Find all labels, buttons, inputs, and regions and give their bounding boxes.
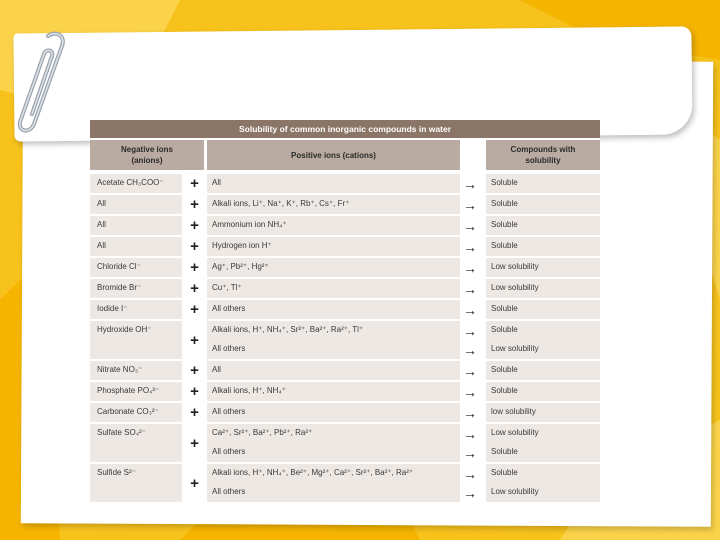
- solubility-cell: [486, 300, 600, 319]
- solubility-cell: [486, 361, 600, 380]
- solubility-cell: [486, 237, 600, 256]
- solubility-text: Soluble: [491, 220, 518, 229]
- anion-cell: Sulfate SO₄²⁻: [90, 424, 182, 462]
- anion-cell: All: [90, 216, 182, 235]
- header-positive-ions: Positive ions (cations): [207, 140, 460, 170]
- solubility-text: Soluble: [491, 468, 518, 477]
- solubility-cell: [486, 382, 600, 401]
- solubility-table: [90, 120, 600, 502]
- arrow-icon: →: [463, 485, 477, 501]
- arrow-cell: [460, 321, 486, 359]
- arrow-icon: →: [463, 323, 477, 339]
- arrow-cell: [460, 279, 486, 298]
- solubility-text: Low solubility: [491, 262, 539, 271]
- anion-cell: Carbonate CO₃²⁻: [90, 403, 182, 422]
- cation-text: All: [212, 178, 221, 187]
- cation-cell: [207, 464, 460, 502]
- table-row: [90, 193, 600, 214]
- table-title: Solubility of common inorganic compounds in water: [90, 120, 600, 138]
- cation-text: All others: [212, 407, 246, 416]
- arrow-icon: →: [463, 176, 477, 192]
- anion-cell: Phosphate PO₄³⁻: [90, 382, 182, 401]
- arrow-icon: →: [463, 239, 477, 255]
- solubility-text: Soluble: [491, 178, 518, 187]
- solubility-text: Soluble: [491, 447, 518, 456]
- cation-text: Alkali ions, H⁺, NH₄⁺, Be²⁺, Mg²⁺, Ca²⁺, Sr²⁺, Ba²⁺, Ra²⁺: [212, 468, 414, 477]
- cation-text: Alkali ions, Li⁺, Na⁺, K⁺, Rb⁺, Cs⁺, Fr⁺: [212, 199, 350, 208]
- solubility-cell: [486, 216, 600, 235]
- table-row: [90, 256, 600, 277]
- table-body: [90, 172, 600, 502]
- plus-sign: +: [190, 196, 199, 213]
- solubility-text: Soluble: [491, 241, 518, 250]
- cation-cell: [207, 279, 460, 298]
- solubility-cell: [486, 279, 600, 298]
- plus-sign: +: [190, 434, 199, 452]
- arrow-cell: [460, 258, 486, 277]
- cation-text: Alkali ions, H⁺, NH₄⁺, Sr²⁺, Ba²⁺, Ra²⁺, Tl⁺: [212, 325, 364, 334]
- plus-sign: +: [190, 280, 199, 297]
- header-compounds-solubility: Compounds with solubility: [486, 140, 600, 170]
- table-row: [90, 380, 600, 401]
- anion-cell: Chloride Cl⁻: [90, 258, 182, 277]
- arrow-cell: [460, 382, 486, 401]
- solubility-text: Soluble: [491, 325, 518, 334]
- anion-cell: Bromide Br⁻: [90, 279, 182, 298]
- cation-cell: [207, 237, 460, 256]
- solubility-cell: [486, 403, 600, 422]
- solubility-cell: [486, 424, 600, 462]
- table-row: [90, 401, 600, 422]
- cation-cell: [207, 361, 460, 380]
- solubility-cell: [486, 174, 600, 193]
- plus-sign: +: [190, 217, 199, 234]
- cation-text: Ammonium ion NH₄⁺: [212, 220, 287, 229]
- table-row: [90, 319, 600, 359]
- cation-cell: [207, 403, 460, 422]
- solubility-text: Soluble: [491, 304, 518, 313]
- arrow-icon: →: [463, 342, 477, 358]
- cation-cell: [207, 174, 460, 193]
- cation-text: All others: [212, 487, 246, 496]
- cation-cell: [207, 258, 460, 277]
- arrow-icon: →: [463, 302, 477, 318]
- plus-sign: +: [190, 331, 199, 349]
- cation-text: Alkali ions, H⁺, NH₄⁺: [212, 386, 286, 395]
- plus-sign: +: [190, 301, 199, 318]
- table-row: [90, 422, 600, 462]
- anion-cell: Sulfide S²⁻: [90, 464, 182, 502]
- arrow-cell: [460, 237, 486, 256]
- arrow-cell: [460, 464, 486, 502]
- arrow-cell: [460, 195, 486, 214]
- plus-sign: +: [190, 404, 199, 421]
- anion-cell: Iodide I⁻: [90, 300, 182, 319]
- plus-sign: +: [190, 238, 199, 255]
- anion-cell: All: [90, 195, 182, 214]
- cation-text: All: [212, 365, 221, 374]
- arrow-cell: [460, 403, 486, 422]
- solubility-text: Low solubility: [491, 487, 539, 496]
- cation-text: Ag⁺, Pb²⁺, Hg²⁺: [212, 262, 269, 271]
- plus-sign: +: [190, 383, 199, 400]
- cation-text: Cu⁺, Tl⁺: [212, 283, 242, 292]
- table-row: [90, 462, 600, 502]
- arrow-icon: →: [463, 260, 477, 276]
- cation-text: Ca²⁺, Sr²⁺, Ba²⁺, Pb²⁺, Ra²⁺: [212, 428, 313, 437]
- solubility-cell: [486, 464, 600, 502]
- cation-text: Hydrogen ion H⁺: [212, 241, 272, 250]
- anion-cell: Hydroxide OH⁻: [90, 321, 182, 359]
- arrow-cell: [460, 216, 486, 235]
- arrow-icon: →: [463, 466, 477, 482]
- paperclip-icon: [10, 28, 70, 138]
- cation-cell: [207, 300, 460, 319]
- cation-text: All others: [212, 447, 246, 456]
- plus-sign: +: [190, 474, 199, 492]
- solubility-cell: [486, 321, 600, 359]
- cation-cell: [207, 382, 460, 401]
- table-row: [90, 235, 600, 256]
- cation-cell: [207, 216, 460, 235]
- solubility-cell: [486, 258, 600, 277]
- arrow-icon: →: [463, 445, 477, 461]
- arrow-cell: [460, 300, 486, 319]
- arrow-icon: →: [463, 384, 477, 400]
- solubility-text: Soluble: [491, 365, 518, 374]
- solubility-text: low solubility: [491, 407, 536, 416]
- solubility-cell: [486, 195, 600, 214]
- header-negative-ions: Negative ions (anions): [90, 140, 204, 170]
- solubility-text: Low solubility: [491, 283, 539, 292]
- table-row: [90, 298, 600, 319]
- arrow-cell: [460, 361, 486, 380]
- arrow-cell: [460, 174, 486, 193]
- arrow-icon: →: [463, 281, 477, 297]
- plus-sign: +: [190, 259, 199, 276]
- solubility-text: Soluble: [491, 386, 518, 395]
- arrow-icon: →: [463, 218, 477, 234]
- solubility-text: Low solubility: [491, 344, 539, 353]
- cation-text: All others: [212, 344, 246, 353]
- table-header-row: [90, 138, 600, 172]
- arrow-icon: →: [463, 197, 477, 213]
- table-row: [90, 359, 600, 380]
- anion-cell: Acetate CH₃COO⁻: [90, 174, 182, 193]
- solubility-text: Low solubility: [491, 428, 539, 437]
- table-row: [90, 214, 600, 235]
- solubility-text: Soluble: [491, 199, 518, 208]
- anion-cell: All: [90, 237, 182, 256]
- plus-sign: +: [190, 175, 199, 192]
- arrow-icon: →: [463, 363, 477, 379]
- table-row: [90, 277, 600, 298]
- table-row: [90, 172, 600, 193]
- cation-cell: [207, 321, 460, 359]
- arrow-cell: [460, 424, 486, 462]
- cation-text: All others: [212, 304, 246, 313]
- arrow-icon: →: [463, 405, 477, 421]
- arrow-icon: →: [463, 426, 477, 442]
- plus-sign: +: [190, 362, 199, 379]
- cation-cell: [207, 195, 460, 214]
- cation-cell: [207, 424, 460, 462]
- anion-cell: Nitrate NO₃⁻: [90, 361, 182, 380]
